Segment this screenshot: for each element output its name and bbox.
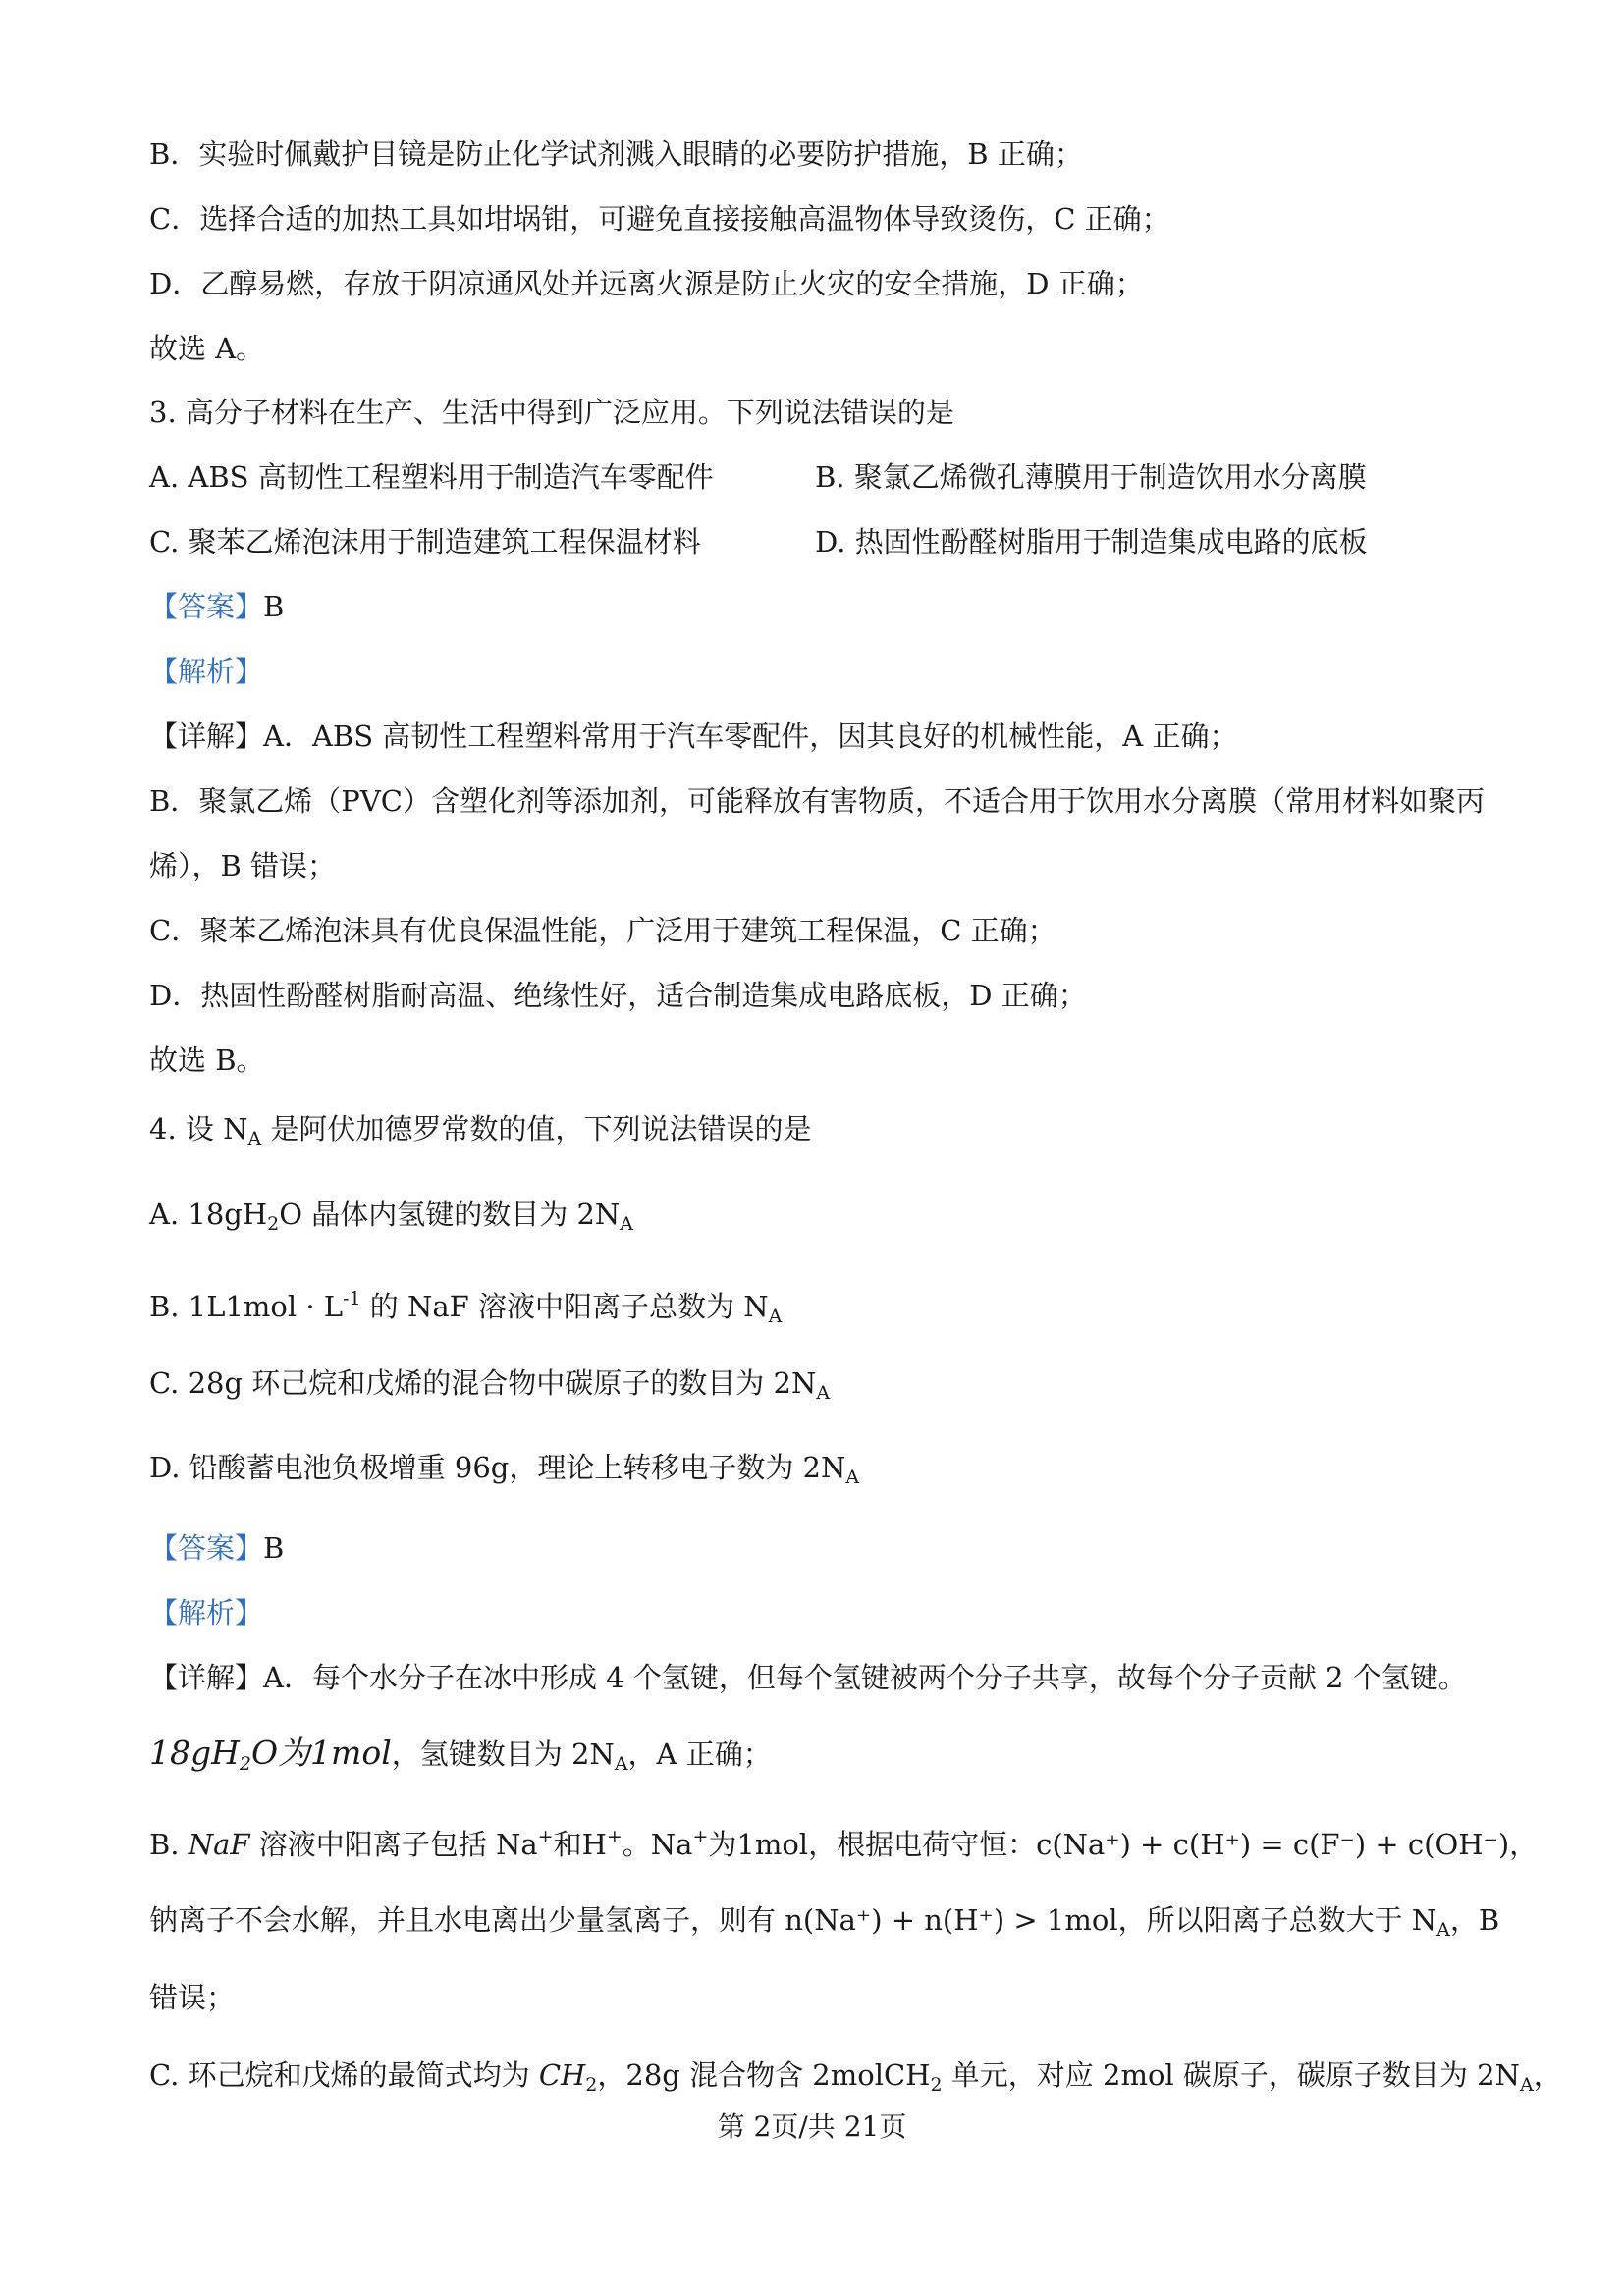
formula-naf: NaF — [188, 1828, 250, 1861]
q4-option-a — [149, 1195, 633, 1244]
q3-option-b: B. 聚氯乙烯微孔薄膜用于制造饮用水分离膜 — [815, 460, 1367, 494]
q4-a-mid: O 晶体内氢键的数目为 2N — [279, 1198, 621, 1231]
q4-a-pre: A. 18gH — [149, 1198, 268, 1231]
q2-option-d-analysis: D．乙醇易燃，存放于阴凉通风处并远离火源是防止火灾的安全措施，D 正确； — [149, 267, 1144, 300]
q4-answer — [149, 1528, 284, 1568]
q3-option-d: D. 热固性酚醛树脂用于制造集成电路的底板 — [815, 525, 1368, 559]
na-symbol: N — [223, 1112, 248, 1146]
na-subscript: A — [1519, 2074, 1534, 2096]
q4-stem-post: 是阿伏加德罗常数的值，下列说法错误的是 — [261, 1112, 812, 1146]
q3-detail-c: C．聚苯乙烯泡沫具有优良保温性能，广泛用于建筑工程保温，C 正确； — [149, 914, 1056, 947]
q3-option-a: A. ABS 高韧性工程塑料用于制造汽车零配件 — [149, 460, 714, 494]
q4-detail-a-line1: 【详解】A．每个水分子在冰中形成 4 个氢键，但每个氢键被两个分子共享，故每个分子贡献 2 个氢键。 — [149, 1661, 1467, 1694]
answer-value: B — [263, 1531, 285, 1565]
formula-subscript: 2 — [585, 2074, 598, 2096]
q4-b1-rule: ，根据电荷守恒： — [808, 1828, 1037, 1861]
analysis-tag: 【解析】 — [149, 1596, 264, 1629]
q2-option-c-analysis: C．选择合适的加热工具如坩埚钳，可避免直接接触高温物体导致烫伤，C 正确； — [149, 202, 1170, 236]
q4-a2-end: ，A 正确； — [627, 1737, 772, 1771]
q3-conclusion: 故选 B。 — [149, 1043, 265, 1077]
q3-option-c: C. 聚苯乙烯泡沫用于制造建筑工程保温材料 — [149, 525, 701, 559]
q4-b1-and: 和H — [553, 1828, 607, 1861]
q4-detail-c — [149, 2056, 1562, 2105]
unit-superscript: -1 — [343, 1288, 361, 1309]
charge-superscript: + — [606, 1826, 623, 1847]
na-subscript: A — [614, 1753, 628, 1775]
q4-analysis-tag — [149, 1593, 263, 1632]
q4-b1-na: 。Na — [622, 1828, 693, 1861]
q3-stem: 3. 高分子材料在生产、生活中得到广泛应用。下列说法错误的是 — [149, 396, 954, 429]
answer-tag: 【答案】 — [149, 1531, 264, 1565]
q4-b1-end: ， — [1509, 1828, 1539, 1861]
q4-b1-pre: B. — [149, 1828, 189, 1861]
page-number: 第 2页/共 21页 — [717, 2110, 907, 2143]
q3-analysis-tag — [149, 652, 263, 691]
q4-b2-post: ，所以阳离子总数大于 N — [1117, 1903, 1437, 1937]
na-subscript: A — [816, 1382, 831, 1404]
q4-detail-a-line2 — [149, 1734, 772, 1784]
q4-detail-b-line1 — [149, 1817, 1538, 1864]
na-subscript: A — [620, 1213, 634, 1235]
q4-b2-end: ，B — [1449, 1903, 1500, 1937]
q2-conclusion: 故选 A。 — [149, 332, 265, 365]
na-subscript: A — [845, 1467, 860, 1488]
q4-c-mid: ，28g 混合物含 2molCH — [597, 2058, 931, 2092]
q4-b1-text: 溶液中阳离子包括 Na — [249, 1828, 538, 1861]
q4-stem — [149, 1109, 811, 1158]
q4-d-pre: D. 铅酸蓄电池负极增重 96g，理论上转移电子数为 2N — [149, 1451, 846, 1484]
q4-c-pre: C. 环己烷和戊烯的最简式均为 — [149, 2058, 539, 2092]
q3-detail-b-line2: 烯），B 错误； — [149, 849, 337, 882]
answer-tag: 【答案】 — [149, 590, 264, 623]
q4-b2-pre: 钠离子不会水解，并且水电离出少量氢离子，则有 — [149, 1903, 785, 1937]
q3-answer — [149, 587, 284, 626]
na-subscript: A — [768, 1306, 783, 1327]
formula-h2o: 18gH — [149, 1734, 240, 1772]
cation-inequality: n(Na⁺) + n(H⁺) > 1mol — [785, 1903, 1118, 1937]
q3-detail-b-line1: B．聚氯乙烯（PVC）含塑化剂等添加剂，可能释放有害物质，不适合用于饮用水分离膜（常用材料如聚丙 — [149, 784, 1485, 818]
q4-b1-mol: 为1mol — [708, 1828, 809, 1861]
na-subscript: A — [247, 1128, 262, 1149]
q4-option-c — [149, 1363, 830, 1413]
charge-superscript: + — [692, 1826, 709, 1847]
q4-detail-b-line2 — [149, 1900, 1499, 1949]
formula-mol: O为1mol — [251, 1734, 392, 1772]
q4-option-b — [149, 1279, 782, 1336]
formula-ch2: CH — [538, 2058, 586, 2092]
formula-subscript: 2 — [239, 1753, 251, 1775]
h2o-subscript: 2 — [267, 1213, 280, 1235]
formula-subscript: 2 — [930, 2074, 943, 2096]
q4-c-end: ， — [1533, 2058, 1562, 2092]
q3-detail-a: 【详解】A．ABS 高韧性工程塑料常用于汽车零配件，因其良好的机械性能，A 正确； — [149, 720, 1238, 753]
q4-c-mid2: 单元，对应 2mol 碳原子，碳原子数目为 2N — [942, 2058, 1520, 2092]
q4-b-pre: B. 1L1mol · L — [149, 1290, 344, 1323]
analysis-tag: 【解析】 — [149, 655, 264, 688]
q3-detail-d: D．热固性酚醛树脂耐高温、绝缘性好，适合制造集成电路底板，D 正确； — [149, 979, 1087, 1012]
q4-stem-pre: 4. 设 — [149, 1112, 224, 1146]
answer-value: B — [263, 590, 285, 623]
q4-detail-b-line3: 错误； — [149, 1981, 236, 2014]
charge-superscript: + — [537, 1826, 554, 1847]
q4-c-pre: C. 28g 环己烷和戊烯的混合物中碳原子的数目为 2N — [149, 1366, 817, 1400]
na-subscript: A — [1436, 1919, 1450, 1941]
q4-a2-rest: ，氢键数目为 2N — [391, 1737, 615, 1771]
q4-b-mid: 的 NaF 溶液中阳离子总数为 N — [360, 1290, 769, 1323]
q4-option-d — [149, 1448, 859, 1497]
q2-option-b-analysis: B．实验时佩戴护目镜是防止化学试剂溅入眼睛的必要防护措施，B 正确； — [149, 137, 1083, 171]
charge-balance-equation: c(Na⁺) + c(H⁺) = c(F⁻) + c(OH⁻) — [1036, 1828, 1510, 1861]
